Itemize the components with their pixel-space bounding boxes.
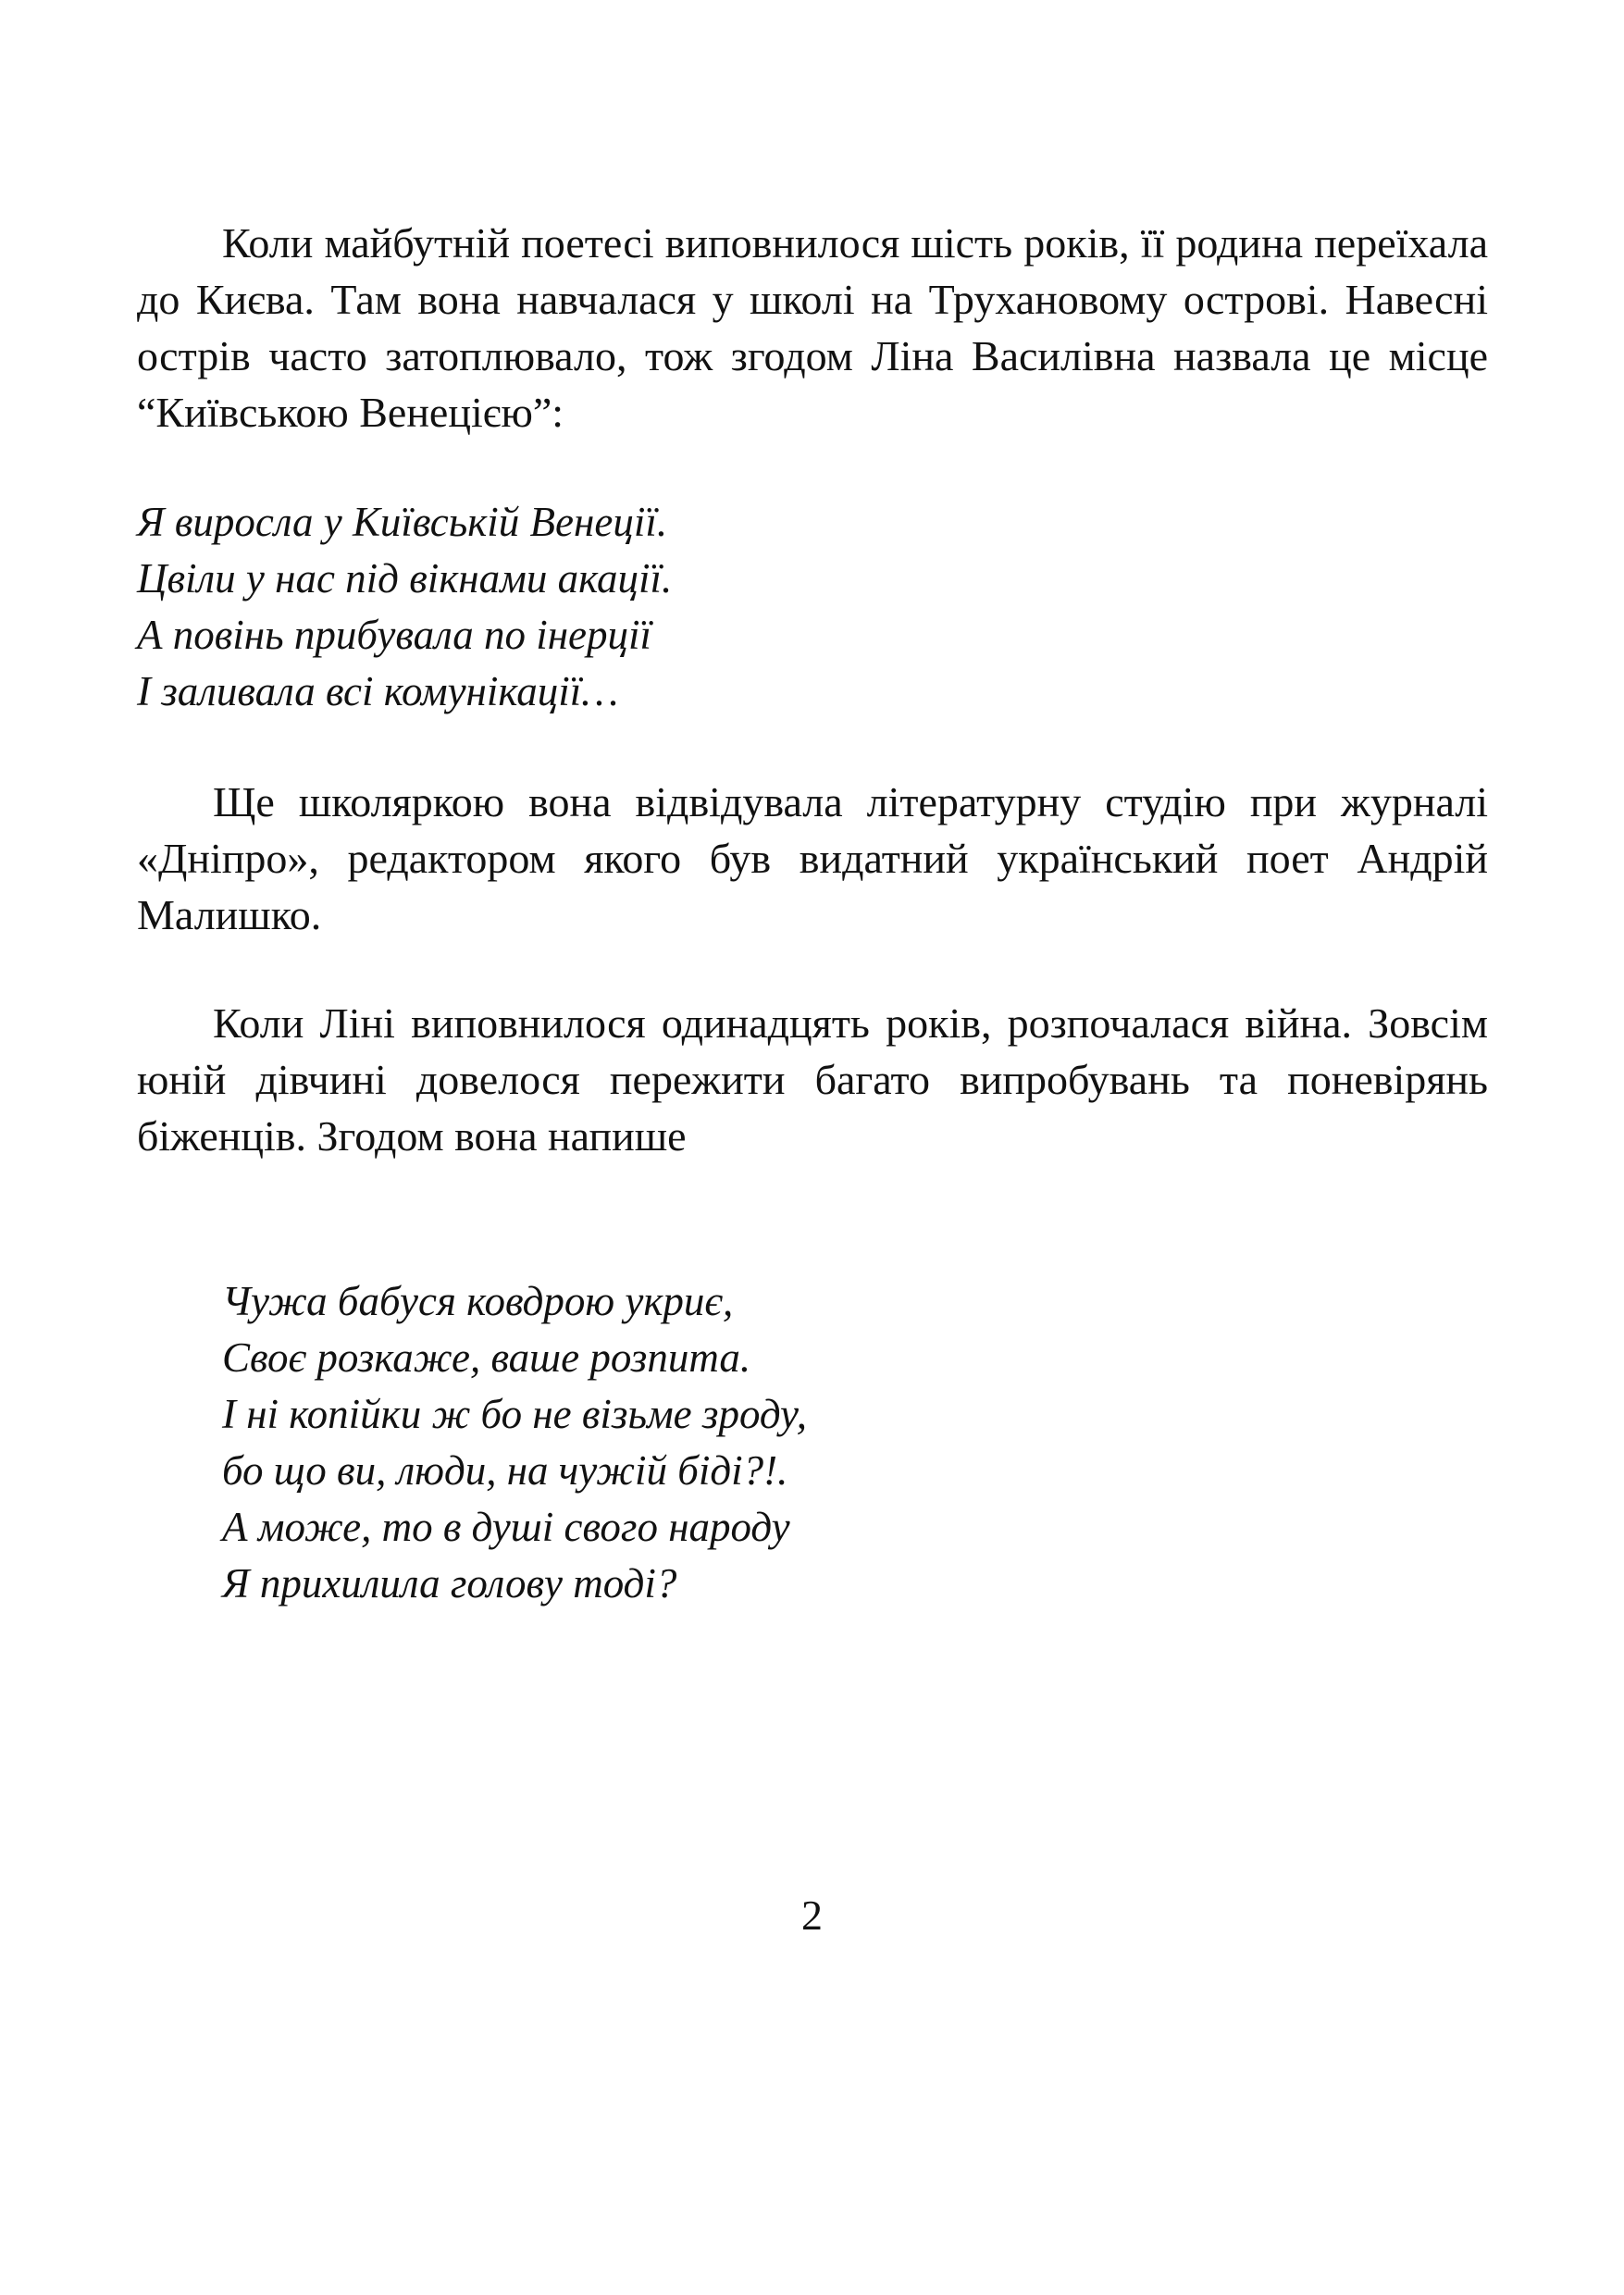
verse-line: Я прихилила голову тоді? (222, 1560, 677, 1606)
spacer (137, 440, 1488, 494)
verse-line: бо що ви, люди, на чужій біді?!. (222, 1447, 788, 1494)
spacer (137, 1164, 1488, 1273)
verse-line: І заливала всі комунікації… (137, 668, 619, 714)
paragraph-childhood-kyiv: Коли майбутній поетесі виповнилося шість років, її родина переїхала до Києва. Там вона навчалася у школі на Трухановому острові. Навесні острів часто затоплювало, тож згодом Ліна Василівна назвала це місце “Київською Венецією”: (137, 219, 1488, 436)
verse-line: Своє розкаже, ваше розпита. (222, 1334, 751, 1381)
page-body (137, 215, 1488, 1612)
spacer (137, 943, 1488, 995)
verse-line: Чужа бабуся ковдрою укриє, (222, 1278, 734, 1324)
paragraph-literary-studio: Ще школяркою вона відвідувала літературну студію при журналі «Дніпро», редактором якого був видатний український поет Андрій Малишко. (137, 778, 1488, 938)
paragraph-war: Коли Ліні виповнилося одинадцять років, розпочалася війна. Зовсім юній дівчині довелося пережити багато випробувань та поневірянь біженців. Згодом вона напише (137, 999, 1488, 1160)
verse-line: А повінь прибувала по інерції (137, 612, 652, 658)
verse-line: Я виросла у Київській Венеції. (137, 499, 668, 545)
verse-stanza-kyiv-venice (137, 494, 1488, 720)
page-number: 2 (801, 1892, 823, 1939)
spacer (137, 720, 1488, 774)
verse-line: І ні копійки ж бо не візьме зроду, (222, 1391, 808, 1437)
verse-stanza-grandmother (137, 1273, 1488, 1612)
verse-line: А може, то в душі свого народу (222, 1504, 790, 1550)
verse-line: Цвіли у нас під вікнами акації. (137, 555, 673, 602)
